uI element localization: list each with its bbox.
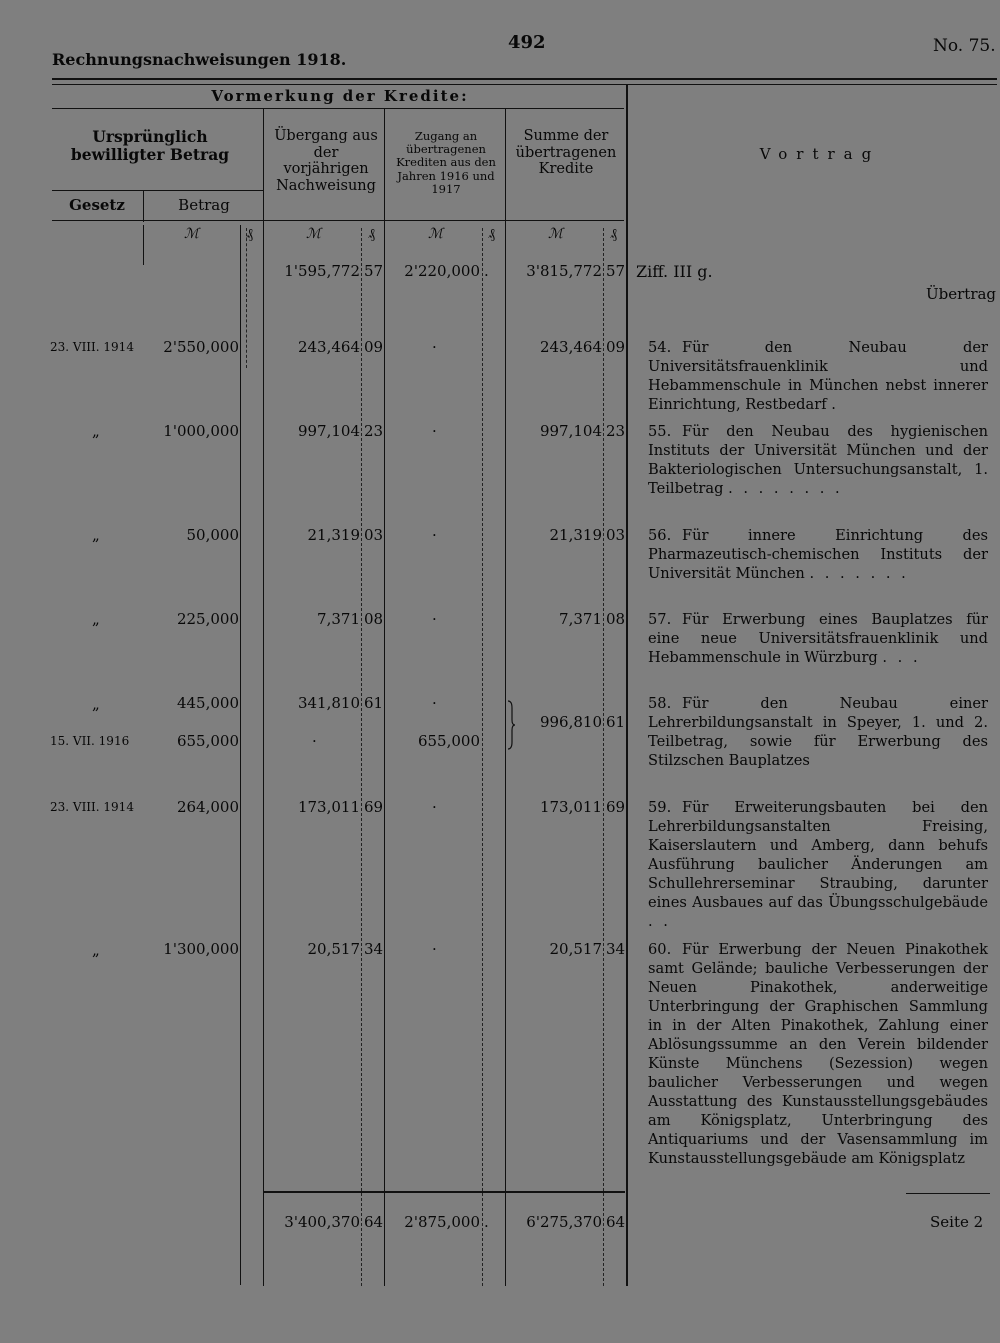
header-betrag: Betrag bbox=[178, 196, 230, 214]
carry-zugang-pf: . bbox=[484, 262, 489, 280]
row-57-betrag: 225,000 bbox=[176, 610, 239, 628]
row-58-zugang-2: 655,000 bbox=[417, 732, 480, 750]
row-55-text: 55. Für den Neubau des hygienischen Instituts der Universität München und der Bakteriologischen Untersuchungsanstalt, 1. Teilbetrag . . . . . . . . bbox=[648, 423, 988, 497]
row-56-no: 56. bbox=[648, 527, 672, 544]
seite-label: Seite 2 bbox=[930, 1213, 984, 1231]
row-58-gesetz-2: 15. VII. 1916 bbox=[50, 734, 130, 748]
vormerkung-rule bbox=[52, 108, 624, 109]
row-54-summe-pf: 09 bbox=[606, 338, 626, 356]
carry-summe-pf: 57 bbox=[606, 262, 626, 280]
row-60-text bbox=[648, 940, 988, 1168]
row-59-summe: 173,011 bbox=[539, 798, 602, 816]
currency-mark-uebergang: ℳ bbox=[306, 226, 321, 242]
row-56-uebergang: 21,319 bbox=[307, 526, 360, 544]
header-uebergang: Übergang aus der vorjährigen Nachweisung bbox=[274, 128, 378, 195]
row-55-no: 55. bbox=[648, 423, 672, 440]
top-rule bbox=[52, 78, 997, 80]
row-54-uebergang-pf: 09 bbox=[364, 338, 384, 356]
row-56-text: 56. Für innere Einrichtung des Pharmazeutisch-chemischen Instituts der Universität München . . . . . . . bbox=[648, 527, 988, 582]
row-54-gesetz: 23. VIII. 1914 bbox=[50, 340, 134, 354]
col-line-zugang bbox=[384, 108, 385, 1286]
row-60-no: 60. bbox=[648, 941, 672, 958]
right-totals-rule bbox=[906, 1193, 990, 1194]
row-57-text: 57. Für Erwerbung eines Bauplatzes für eine neue Universitätsfrauenklinik und Hebammenschule in Würzburg . . . bbox=[648, 611, 988, 666]
row-57-uebergang: 7,371 bbox=[317, 610, 360, 628]
row-59-betrag: 264,000 bbox=[176, 798, 239, 816]
row-60-uebergang-pf: 34 bbox=[364, 940, 384, 958]
currency-mark-betrag: ℳ bbox=[184, 226, 199, 242]
row-58-summe-pf: 61 bbox=[606, 713, 626, 731]
col-line-vortrag bbox=[626, 84, 628, 1286]
total-uebergang: 3'400,370 bbox=[284, 1213, 360, 1231]
row-54-summe: 243,464 bbox=[539, 338, 602, 356]
currency-mark-summe: ℳ bbox=[548, 226, 563, 242]
row-58-uebergang: 341,810 bbox=[297, 694, 360, 712]
row-60-summe: 20,517 bbox=[549, 940, 602, 958]
row-56-summe: 21,319 bbox=[549, 526, 602, 544]
row-54-betrag: 2'550,000 bbox=[163, 338, 239, 356]
row-57-summe-pf: 08 bbox=[606, 610, 626, 628]
currency-pf-betrag: ₰ bbox=[246, 226, 253, 242]
row-55-summe-pf: 23 bbox=[606, 422, 626, 440]
document-number: No. 75. bbox=[933, 36, 996, 56]
row-59-uebergang: 173,011 bbox=[297, 798, 360, 816]
total-zugang: 2'875,000 bbox=[404, 1213, 480, 1231]
carry-uebergang-pf: 57 bbox=[364, 262, 384, 280]
row-58-gesetz: „ bbox=[92, 695, 100, 713]
row-60-summe-pf: 34 bbox=[606, 940, 626, 958]
row-55-uebergang: 997,104 bbox=[297, 422, 360, 440]
urspruenglich-rule bbox=[52, 190, 263, 191]
row-59-gesetz: 23. VIII. 1914 bbox=[50, 800, 134, 814]
row-55-description: Für den Neubau des hygienischen Instituts der Universität München und der Bakteriologischen Untersuchungsanstalt, 1. Teilbetrag bbox=[648, 423, 988, 497]
col-line-betrag-left bbox=[240, 225, 241, 1285]
total-uebergang-pf: 64 bbox=[364, 1213, 384, 1231]
row-58-summe: 996,810 bbox=[539, 713, 602, 731]
total-summe-pf: 64 bbox=[606, 1213, 626, 1231]
row-55-summe: 997,104 bbox=[539, 422, 602, 440]
row-54-description: Für den Neubau der Universitätsfrauenklinik und Hebammenschule in München nebst innerer Einrichtung, Restbedarf bbox=[648, 339, 988, 413]
pf-line-betrag bbox=[246, 228, 247, 368]
row-58-uebergang-pf: 61 bbox=[364, 694, 384, 712]
header-bottom-rule bbox=[52, 220, 624, 221]
row-54-zugang: · bbox=[432, 338, 437, 356]
row-56-summe-pf: 03 bbox=[606, 526, 626, 544]
currency-pf-summe: ₰ bbox=[610, 226, 617, 242]
row-60-betrag: 1'300,000 bbox=[163, 940, 239, 958]
row-58-uebergang-2: · bbox=[312, 732, 317, 750]
row-59-no: 59. bbox=[648, 799, 672, 816]
row-58-zugang: · bbox=[432, 694, 437, 712]
header-zugang: Zugang an übertragenen Krediten aus den Jahren 1916 und 1917 bbox=[396, 129, 496, 196]
row-60-uebergang: 20,517 bbox=[307, 940, 360, 958]
row-60-gesetz: „ bbox=[92, 941, 100, 959]
row-57-uebergang-pf: 08 bbox=[364, 610, 384, 628]
vormerkung-header: Vormerkung der Kredite: bbox=[211, 87, 469, 105]
row-55-zugang: · bbox=[432, 422, 437, 440]
row-58-no: 58. bbox=[648, 695, 672, 712]
currency-pf-zugang: ₰ bbox=[488, 226, 495, 242]
row-57-description: Für Erwerbung eines Bauplatzes für eine neue Universitätsfrauenklinik und Hebammenschule in Würzburg bbox=[648, 611, 988, 666]
row-57-summe: 7,371 bbox=[559, 610, 602, 628]
row-56-betrag: 50,000 bbox=[186, 526, 239, 544]
row-58-description: Für den Neubau einer Lehrerbildungsanstalt in Speyer, 1. und 2. Teilbetrag, sowie für Erwerbung des Stilzschen Bauplatzes bbox=[648, 695, 988, 769]
row-58-betrag-2: 655,000 bbox=[176, 732, 239, 750]
row-57-gesetz: „ bbox=[92, 610, 100, 628]
header-summe: Summe der übertragenen Kredite bbox=[515, 128, 617, 178]
header-gesetz: Gesetz bbox=[69, 196, 125, 214]
pf-line-summe bbox=[603, 228, 604, 1286]
row-56-description: Für innere Einrichtung des Pharmazeutisch-chemischen Instituts der Universität München bbox=[648, 527, 988, 582]
row-56-zugang: · bbox=[432, 526, 437, 544]
total-summe: 6'275,370 bbox=[526, 1213, 602, 1231]
row-59-zugang: · bbox=[432, 798, 437, 816]
top-rule-2 bbox=[52, 84, 997, 85]
row-57-no: 57. bbox=[648, 611, 672, 628]
totals-rule bbox=[263, 1191, 625, 1193]
row-59-summe-pf: 69 bbox=[606, 798, 626, 816]
carry-summe: 3'815,772 bbox=[526, 262, 602, 280]
page-number: 492 bbox=[508, 32, 546, 53]
col-line-summe bbox=[505, 108, 506, 1286]
document-title: Rechnungsnachweisungen 1918. bbox=[52, 50, 347, 69]
carry-uebergang: 1'595,772 bbox=[284, 262, 360, 280]
row-55-betrag: 1'000,000 bbox=[163, 422, 239, 440]
row-57-zugang: · bbox=[432, 610, 437, 628]
carry-zugang: 2'220,000 bbox=[404, 262, 480, 280]
row-60-description: Für Erwerbung der Neuen Pinakothek samt Gelände; bauliche Verbesserungen der Neuen Pinakothek, anderweitige Unterbringung der Graphischen Sammlung in in der Alten Pinakothek, Zahlung einer Ablösungssumme an den Verein bildender Künste Münchens (Sezession) wegen baulicher Verbesserungen und wegen Ausstattung des Kunstausstellungsgebäudes am Königsplatz, Unterbringung des Antiquariums und der Vasensammlung im Kunstausstellungsgebäude am Königsplatz bbox=[648, 941, 988, 1167]
header-urspruenglich: Ursprünglich bewilligter Betrag bbox=[70, 127, 230, 164]
col-line-gesetz bbox=[143, 190, 144, 222]
row-59-description: Für Erweiterungsbauten bei den Lehrerbildungsanstalten Freising, Kaiserslautern und Amberg, dann behufs Ausführung baulicher Änderungen am Schullehrerseminar Straubing, darunter eines Ausbaues auf das Übungsschulgebäude bbox=[648, 799, 988, 911]
total-zugang-pf: . bbox=[484, 1213, 489, 1231]
row-56-gesetz: „ bbox=[92, 526, 100, 544]
uebertrag-label: Übertrag bbox=[926, 285, 997, 303]
row-59-text: 59. Für Erweiterungsbauten bei den Lehrerbildungsanstalten Freising, Kaiserslautern und Amberg, dann behufs Ausführung baulicher Änderungen am Schullehrerseminar Straubing, darunter eines Ausbaues auf das Übungsschulgebäude . . bbox=[648, 799, 988, 930]
row-55-gesetz: „ bbox=[92, 422, 100, 440]
row-58-betrag: 445,000 bbox=[176, 694, 239, 712]
header-vortrag: Vortrag bbox=[759, 145, 881, 163]
row-54-no: 54. bbox=[648, 339, 672, 356]
row-55-uebergang-pf: 23 bbox=[364, 422, 384, 440]
ziffer-label: Ziff. III g. bbox=[636, 262, 713, 281]
row-56-uebergang-pf: 03 bbox=[364, 526, 384, 544]
row-58-text bbox=[648, 694, 988, 770]
row-60-zugang: · bbox=[432, 940, 437, 958]
row-54-uebergang: 243,464 bbox=[297, 338, 360, 356]
currency-pf-uebergang: ₰ bbox=[368, 226, 375, 242]
pf-line-uebergang bbox=[361, 228, 362, 1286]
pf-line-zugang bbox=[482, 228, 483, 1286]
row-54-text: 54. Für den Neubau der Universitätsfrauenklinik und Hebammenschule in München nebst innerer Einrichtung, Restbedarf . bbox=[648, 339, 988, 413]
currency-mark-zugang: ℳ bbox=[428, 226, 443, 242]
col-line-uebergang bbox=[263, 108, 264, 1286]
row-59-uebergang-pf: 69 bbox=[364, 798, 384, 816]
col-line-betrag-body bbox=[143, 225, 144, 265]
